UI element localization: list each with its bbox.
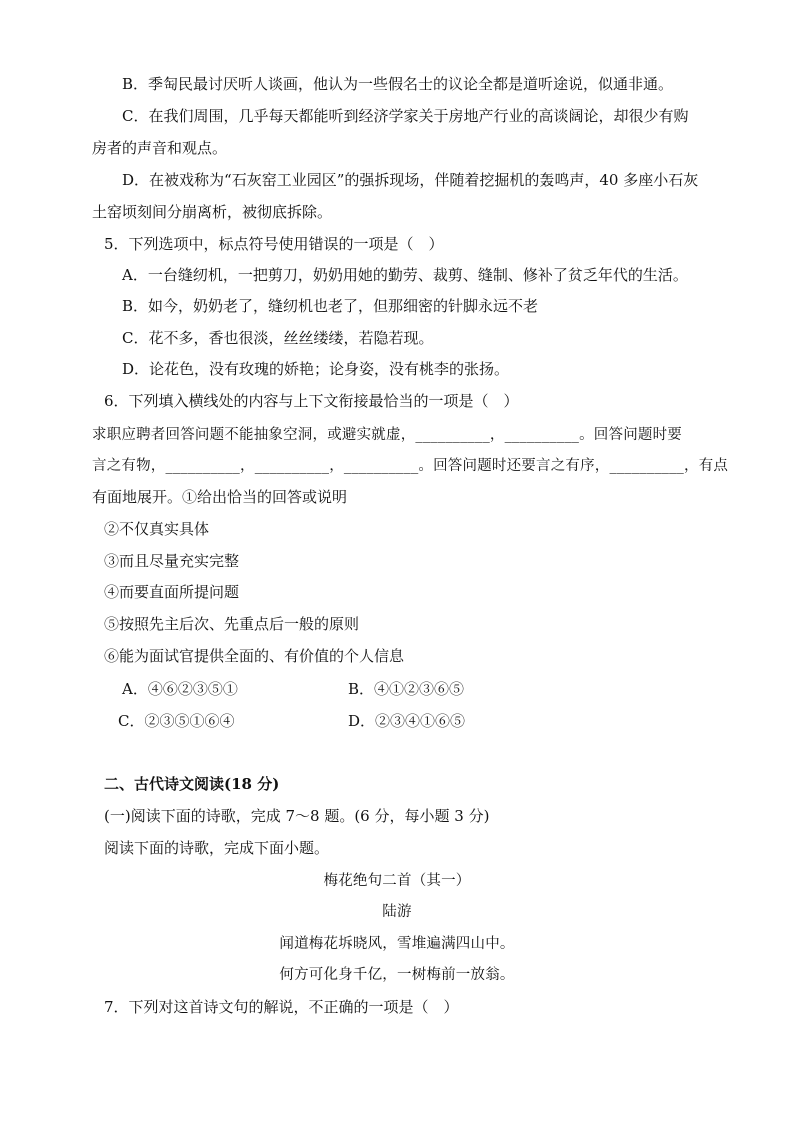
q5-option-c: C．花不多，香也很淡，丝丝缕缕，若隐若现。 [122,329,434,347]
q5-option-a: A．一台缝纫机，一把剪刀，奶奶用她的勤劳、裁剪、缝制、修补了贫乏年代的生活。 [122,266,688,284]
q5-stem: 5．下列选项中，标点符号使用错误的一项是（ ） [104,235,444,253]
poem-title: 梅花绝句二首（其一） [323,873,471,889]
q4-option-b: B．季匋民最讨厌听人谈画，他认为一些假名士的议论全都是道听途说，似通非通。 [122,75,674,93]
poem-instruction: 阅读下面的诗歌，完成下面小题。 [104,839,330,857]
q6-choice-c: C．②③⑤①⑥④ [118,712,235,730]
q6-choice-b: B．④①②③⑥⑤ [348,680,465,698]
q6-passage-line3: 有面地展开。①给出恰当的回答或说明 [92,488,348,506]
q6-item-5: ⑤按照先主后次、先重点后一般的原则 [104,615,360,633]
poem-author: 陆游 [382,904,412,920]
q6-item-6: ⑥能为面试官提供全面的、有价值的个人信息 [104,647,405,665]
q4-option-c-line1: C．在我们周围，几乎每天都能听到经济学家关于房地产行业的高谈阔论，却很少有购 [122,107,689,125]
section-title: 二、古代诗文阅读(18 分) [104,775,280,793]
q6-stem: 6．下列填入横线处的内容与上下文衔接最恰当的一项是（ ） [104,392,519,410]
poem-line-1: 闻道梅花坼晓风，雪堆遍满四山中。 [279,936,515,952]
q6-passage-line1: 求职应聘者回答问题不能抽象空洞，或避实就虚，__________，__________。回答问题时要 [92,427,682,443]
q6-choice-d: D．②③④①⑥⑤ [348,712,466,730]
q6-item-4: ④而要直面所提问题 [104,583,240,601]
q6-choice-a: A．④⑥②③⑤① [122,680,238,698]
q4-option-d-line2: 土窑顷刻间分崩离析，被彻底拆除。 [92,203,333,221]
part1-heading: (一)阅读下面的诗歌，完成 7～8 题。(6 分，每小题 3 分) [104,807,490,825]
q6-item-3: ③而且尽量充实完整 [104,552,240,570]
q6-item-2: ②不仅真实具体 [104,520,210,538]
q4-option-d-line1: D．在被戏称为“石灰窑工业园区”的强拆现场，伴随着挖掘机的轰鸣声，40 多座小石灰 [122,171,699,189]
q7-stem: 7．下列对这首诗文句的解说，不正确的一项是（ ） [104,998,459,1016]
poem-line-2: 何方可化身千亿，一树梅前一放翁。 [279,967,515,983]
q5-option-d: D．论花色，没有玫瑰的娇艳；论身姿，没有桃李的张扬。 [122,360,510,378]
q6-passage-line2: 言之有物，__________，__________，__________。回答问题时还要言之有序，__________，有点 [92,458,729,474]
q5-option-b: B．如今，奶奶老了，缝纫机也老了，但那细密的针脚永远不老 [122,297,539,315]
q4-option-c-line2: 房者的声音和观点。 [92,139,228,157]
